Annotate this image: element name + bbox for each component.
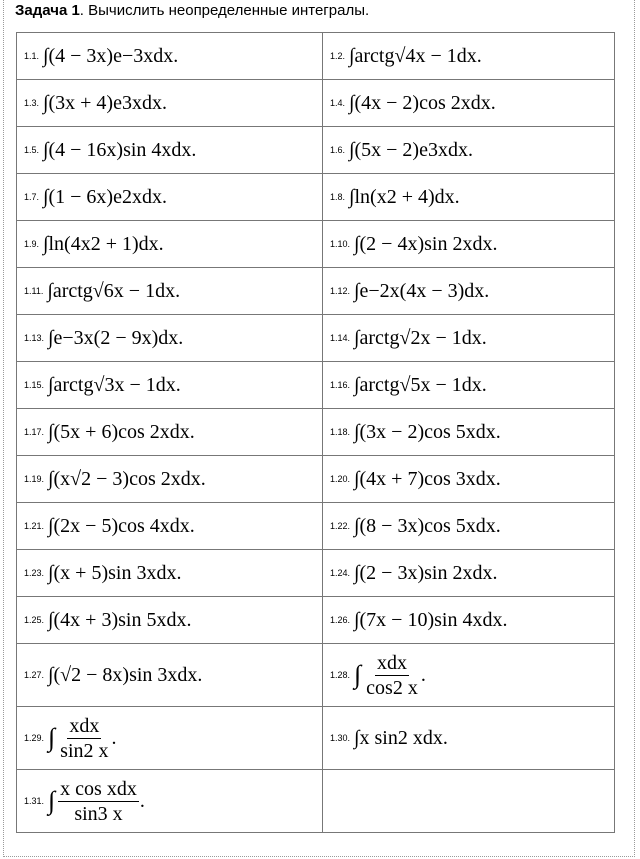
task-heading [15,1,369,21]
problem-expression: ∫x sin2 xdx. [354,726,448,749]
problem-cell [17,503,323,550]
problem-cell [17,33,323,80]
problem-cell [323,221,615,268]
problem-cell [323,315,615,362]
problem-cell [323,644,615,707]
table-row [17,409,615,456]
problem-cell [17,597,323,644]
problem-expression: ∫(x√2 − 3)cos 2xdx. [48,467,206,490]
problem-expression: ∫(3x − 2)cos 5xdx. [354,420,501,443]
fraction [58,778,139,825]
problem-number: 1.31. [24,796,45,806]
problem-cell [323,707,615,770]
table-row [17,221,615,268]
problem-expression: ∫(2 − 4x)sin 2xdx. [354,232,498,255]
fraction-denominator: sin3 x [74,802,123,825]
problem-number: 1.14. [330,333,351,343]
table-row [17,362,615,409]
problem-cell [17,174,323,221]
problem-expression: ∫(x + 5)sin 3xdx. [48,561,182,584]
problem-number: 1.15. [24,380,45,390]
problem-number: 1.2. [330,51,346,61]
problem-number: 1.10. [330,239,351,249]
problem-expression: ∫(4x − 2)cos 2xdx. [349,91,496,114]
problem-expression: ∫arctg√4x − 1dx. [349,44,482,67]
problem-number: 1.8. [330,192,346,202]
problem-number: 1.23. [24,568,45,578]
problem-number: 1.5. [24,145,40,155]
fraction [364,652,420,699]
period: . [139,789,145,812]
problem-cell [323,503,615,550]
problem-cell [323,268,615,315]
problem-number: 1.17. [24,427,45,437]
problem-number: 1.18. [330,427,351,437]
problem-number: 1.22. [330,521,351,531]
problem-cell [17,770,323,833]
problem-number: 1.30. [330,733,351,743]
table-row [17,503,615,550]
period: . [420,663,426,686]
fraction-denominator: cos2 x [366,676,418,699]
problem-number: 1.19. [24,474,45,484]
problem-cell [17,707,323,770]
table-row [17,127,615,174]
problem-cell [17,127,323,174]
problem-expression: ∫ln(4x2 + 1)dx. [43,232,164,255]
problems-table [16,32,615,833]
fraction [58,715,110,762]
fraction-numerator: xdx [376,651,407,674]
problem-number: 1.24. [330,568,351,578]
problem-number: 1.28. [330,670,351,680]
table-row [17,268,615,315]
period: . [111,726,117,749]
problem-number: 1.12. [330,286,351,296]
problem-number: 1.13. [24,333,45,343]
problem-cell [17,80,323,127]
table-row [17,707,615,770]
task-instruction: . Вычислить неопределенные интегралы. [79,2,370,19]
problem-expression: ∫(4x + 3)sin 5xdx. [48,608,192,631]
problem-cell [323,127,615,174]
integral-sign: ∫ [48,723,56,752]
problem-cell [323,80,615,127]
table-row [17,550,615,597]
table-row [17,456,615,503]
problem-cell [17,550,323,597]
table-row [17,770,615,833]
table-row [17,597,615,644]
problem-number: 1.9. [24,239,40,249]
problem-expression: ∫(4 − 3x)e−3xdx. [43,44,179,67]
problem-cell [323,174,615,221]
problem-cell [323,362,615,409]
problem-number: 1.3. [24,98,40,108]
problem-cell [17,221,323,268]
problem-number: 1.16. [330,380,351,390]
problem-expression: ∫arctg√5x − 1dx. [354,373,487,396]
problem-cell [17,362,323,409]
problem-cell [17,644,323,707]
problem-expression [354,652,426,699]
problem-expression: ∫(5x + 6)cos 2xdx. [48,420,195,443]
problem-number: 1.20. [330,474,351,484]
problem-cell [323,550,615,597]
problem-number: 1.6. [330,145,346,155]
integral-sign: ∫ [48,786,56,815]
problem-number: 1.4. [330,98,346,108]
integral-sign: ∫ [354,660,362,689]
problem-expression: ∫(3x + 4)e3xdx. [43,91,167,114]
problem-expression: ∫arctg√6x − 1dx. [47,279,181,302]
problem-number: 1.25. [24,615,45,625]
problem-number: 1.29. [24,733,45,743]
problem-cell [323,33,615,80]
problem-expression: ∫(√2 − 8x)sin 3xdx. [48,663,203,686]
problem-cell [17,409,323,456]
table-row [17,315,615,362]
table-row [17,644,615,707]
problem-expression: ∫arctg√3x − 1dx. [48,373,181,396]
problem-number: 1.11. [24,286,44,296]
problem-expression: ∫(1 − 6x)e2xdx. [43,185,167,208]
problem-number: 1.1. [24,51,40,61]
task-label: Задача 1 [15,2,80,19]
problem-cell [323,770,615,833]
problem-expression: ∫(2 − 3x)sin 2xdx. [354,561,498,584]
problem-cell [17,456,323,503]
fraction-denominator: sin2 x [60,739,109,762]
problem-expression [48,778,145,825]
problem-cell [17,268,323,315]
problem-number: 1.7. [24,192,40,202]
problem-number: 1.26. [330,615,351,625]
problem-cell [323,597,615,644]
problem-expression: ∫(4x + 7)cos 3xdx. [354,467,501,490]
problems-table-body [17,33,615,833]
table-row [17,174,615,221]
problem-expression: ∫(4 − 16x)sin 4xdx. [43,138,197,161]
problem-expression: ∫e−2x(4x − 3)dx. [354,279,490,302]
problem-expression: ∫e−3x(2 − 9x)dx. [48,326,184,349]
problem-cell [323,409,615,456]
problem-cell [323,456,615,503]
fraction-numerator: xdx [69,714,100,737]
problem-expression: ∫ln(x2 + 4)dx. [349,185,460,208]
fraction-numerator: x cos xdx [60,777,137,800]
problem-expression: ∫(7x − 10)sin 4xdx. [354,608,508,631]
table-row [17,33,615,80]
problem-number: 1.27. [24,670,45,680]
problem-expression: ∫(2x − 5)cos 4xdx. [48,514,195,537]
problem-number: 1.21. [24,521,45,531]
problem-cell [17,315,323,362]
problem-expression: ∫arctg√2x − 1dx. [354,326,487,349]
problem-expression: ∫(8 − 3x)cos 5xdx. [354,514,501,537]
table-row [17,80,615,127]
problem-expression: ∫(5x − 2)e3xdx. [349,138,473,161]
problem-expression [48,715,116,762]
